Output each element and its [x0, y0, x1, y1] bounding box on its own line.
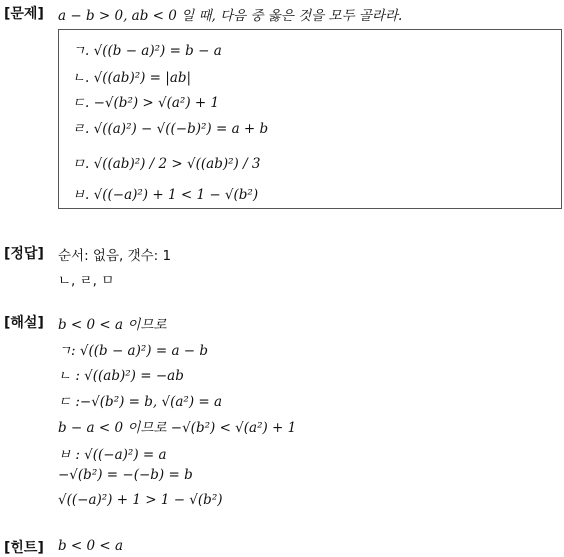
solution-line: ㅂ : √((−a)²) = a — [58, 447, 167, 463]
choice-mieum: ㅁ. √((ab)²) / 2 > √((ab)²) / 3 — [72, 156, 261, 172]
solution-line: b − a < 0 이므로 −√(b²) < √(a²) + 1 — [58, 420, 297, 436]
choice-giyeok: ㄱ. √((b − a)²) = b − a — [72, 43, 222, 59]
solution-line: −√(b²) = −(−b) = b — [58, 467, 193, 483]
choices-box — [58, 29, 562, 209]
hint-label: [힌트] — [4, 540, 44, 556]
solution-line: ㄴ : √((ab)²) = −ab — [58, 368, 184, 384]
problem-statement: a − b > 0, ab < 0 일 때, 다음 중 옳은 것을 모두 골라라. — [58, 8, 403, 24]
hint-text: b < 0 < a — [58, 538, 124, 554]
solution-line: ㄱ: √((b − a)²) = a − b — [58, 343, 209, 359]
answer-order-count: 순서: 없음, 갯수: 1 — [58, 248, 172, 264]
choice-nieun: ㄴ. √((ab)²) = |ab| — [72, 70, 192, 86]
solution-label: [해설] — [4, 315, 44, 331]
solution-line: b < 0 < a 이므로 — [58, 317, 167, 333]
answer-choices: ㄴ, ㄹ, ㅁ — [58, 273, 115, 289]
solution-line: ㄷ :−√(b²) = b, √(a²) = a — [58, 394, 223, 410]
choice-rieul: ㄹ. √((a)²) − √((−b)²) = a + b — [72, 121, 269, 137]
choice-digeut: ㄷ. −√(b²) > √(a²) + 1 — [72, 95, 220, 111]
answer-label: [정답] — [4, 246, 44, 262]
choice-bieup: ㅂ. √((−a)²) + 1 < 1 − √(b²) — [72, 187, 259, 203]
solution-line: √((−a)²) + 1 > 1 − √(b²) — [58, 492, 223, 508]
problem-label: [문제] — [4, 6, 44, 22]
